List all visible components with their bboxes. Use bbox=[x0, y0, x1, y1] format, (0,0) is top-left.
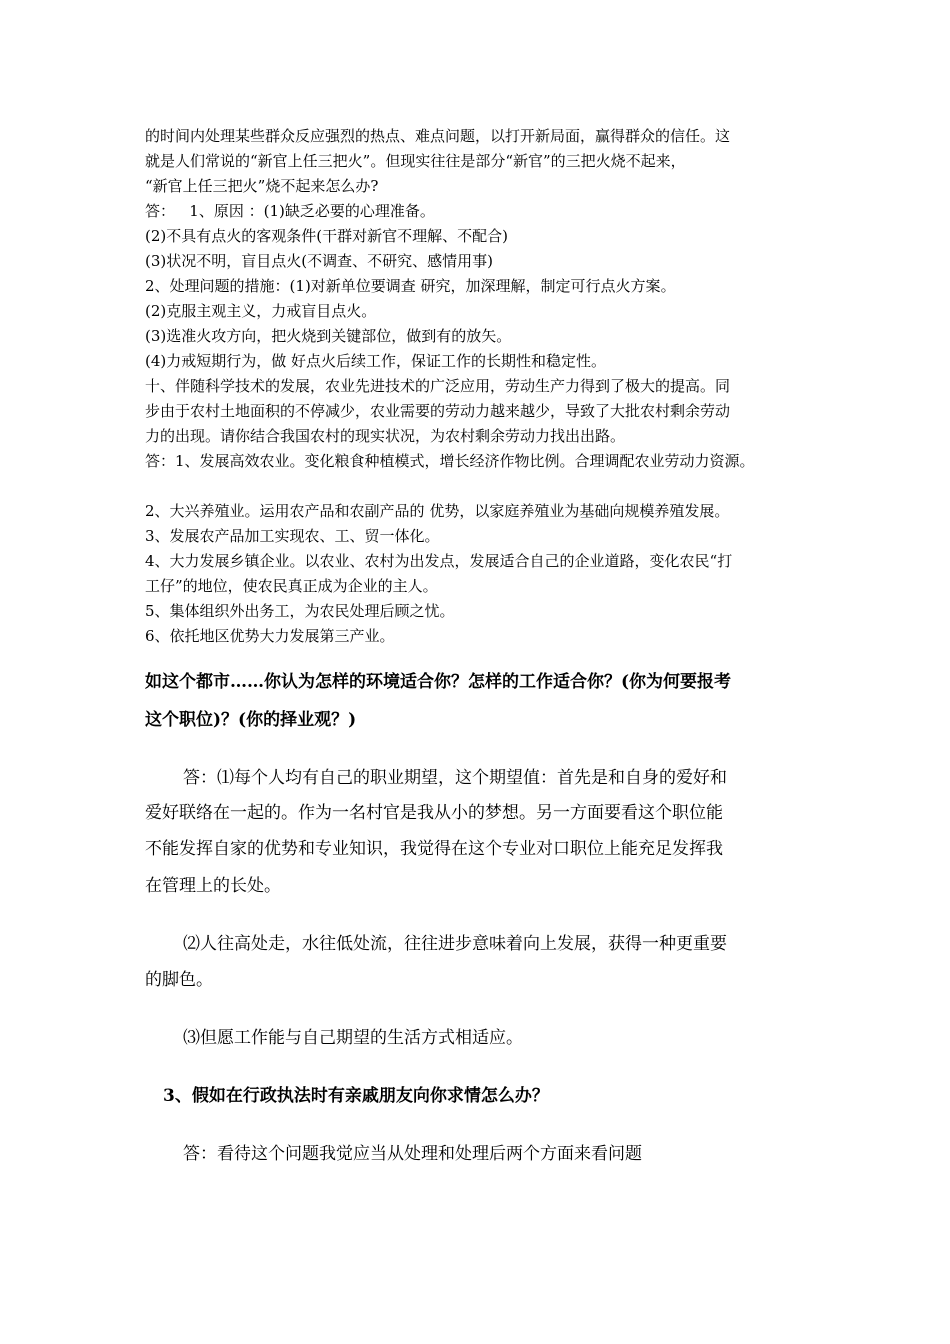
text-line: (4)力戒短期行为，做 好点火后续工作，保证工作的长期性和稳定性。 bbox=[145, 352, 607, 370]
text-line: 十、伴随科学技术的发展，农业先进技术的广泛应用，劳动生产力得到了极大的提高。同 bbox=[145, 377, 731, 395]
text-line: 就是人们常说的“新官上任三把火”。但现实往往是部分“新官”的三把火烧不起来， bbox=[145, 152, 686, 170]
text-line: 2、大兴养殖业。运用农产品和农副产品的 优势，以家庭养殖业为基础向规模养殖发展。 bbox=[145, 502, 730, 520]
text-line: 5、集体组织外出务工，为农民处理后顾之忧。 bbox=[145, 602, 455, 620]
text-line: “新官上任三把火”烧不起来怎么办? bbox=[145, 177, 379, 195]
text-line: (3)选准火攻方向，把火烧到关键部位，做到有的放矢。 bbox=[145, 327, 512, 345]
question-heading: 3、假如在行政执法时有亲戚朋友向你求情怎么办？ bbox=[163, 1086, 549, 1106]
answer-line: 在管理上的长处。 bbox=[145, 876, 281, 896]
answer-line: 不能发挥自家的优势和专业知识，我觉得在这个专业对口职位上能充足发挥我 bbox=[145, 839, 723, 859]
text-line: 答： 1、原因 ：(1)缺乏必要的心理准备。 bbox=[145, 202, 435, 220]
answer-line: 爱好联络在一起的。作为一名村官是我从小的梦想。另一方面要看这个职位能 bbox=[145, 803, 723, 823]
text-line: 答：1、发展高效农业。变化粮食种植模式，增长经济作物比例。合理调配农业劳动力资源。 bbox=[145, 452, 755, 470]
text-line: (2)克服主观主义，力戒盲目点火。 bbox=[145, 302, 377, 320]
question-heading: 如这个都市……你认为怎样的环境适合你？怎样的工作适合你？(你为何要报考 bbox=[145, 672, 732, 692]
text-line: 6、依托地区优势大力发展第三产业。 bbox=[145, 627, 395, 645]
text-line: (3)状况不明，盲目点火(不调查、不研究、感情用事) bbox=[145, 252, 493, 270]
text-line: 的时间内处理某些群众反应强烈的热点、难点问题，以打开新局面，赢得群众的信任。这 bbox=[145, 127, 731, 145]
answer-line: ⑶但愿工作能与自己期望的生活方式相适应。 bbox=[183, 1028, 523, 1048]
answer-line: 答：看待这个问题我觉应当从处理和处理后两个方面来看问题 bbox=[183, 1144, 642, 1164]
text-line: 力的出现。请你结合我国农村的现实状况，为农村剩余劳动力找出出路。 bbox=[145, 427, 626, 445]
text-line: 3、发展农产品加工实现农、工、贸一体化。 bbox=[145, 527, 440, 545]
text-line: 2、处理问题的措施：(1)对新单位要调查 研究，加深理解，制定可行点火方案。 bbox=[145, 277, 676, 295]
text-line: 4、大力发展乡镇企业。以农业、农村为出发点，发展适合自己的企业道路，变化农民“打 bbox=[145, 552, 733, 570]
text-line: (2)不具有点火的客观条件(干群对新官不理解、不配合) bbox=[145, 227, 508, 245]
answer-line: ⑵人往高处走，水往低处流，往往进步意味着向上发展，获得一种更重要 bbox=[183, 934, 727, 954]
text-line: 工仔”的地位，使农民真正成为企业的主人。 bbox=[145, 577, 438, 595]
question-heading: 这个职位)？(你的择业观？) bbox=[145, 710, 357, 730]
answer-line: 答：⑴每个人均有自己的职业期望，这个期望值：首先是和自身的爱好和 bbox=[183, 768, 727, 788]
text-line: 步由于农村土地面积的不停减少，农业需要的劳动力越来越少，导致了大批农村剩余劳动 bbox=[145, 402, 731, 420]
answer-line: 的脚色。 bbox=[145, 970, 213, 990]
